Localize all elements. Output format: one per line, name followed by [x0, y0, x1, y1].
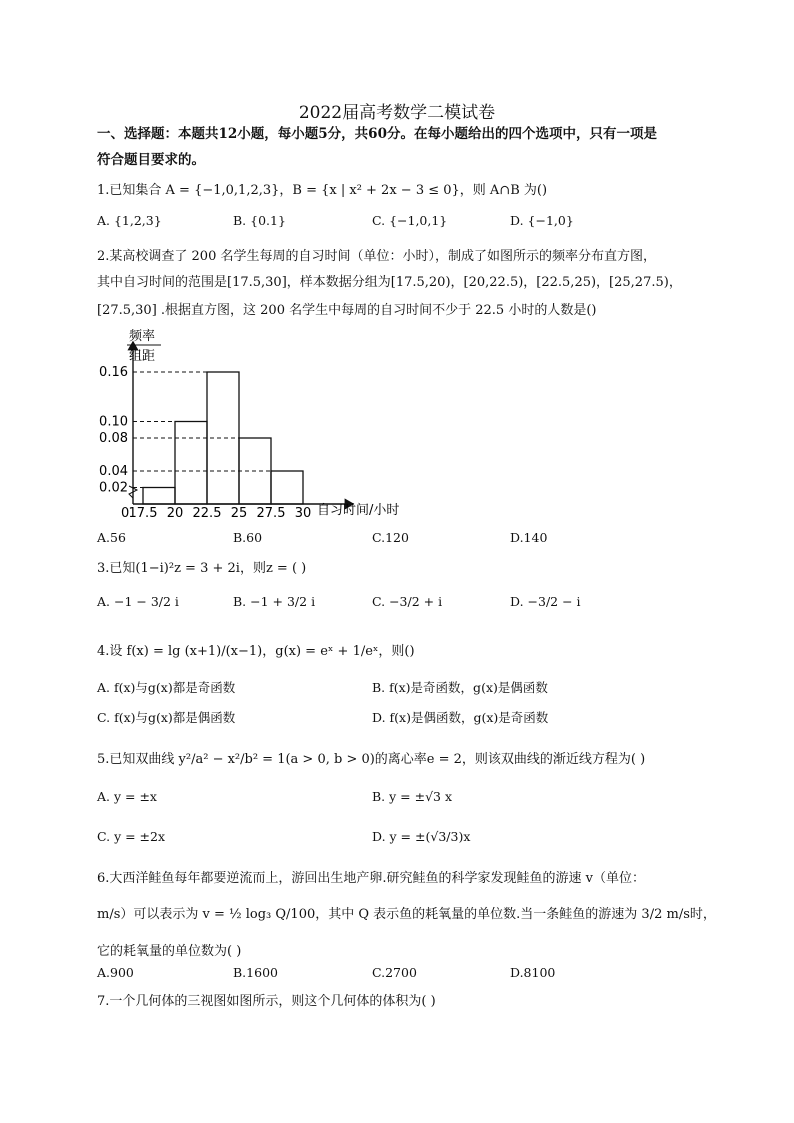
- y-tick-label: 0.16: [99, 365, 128, 380]
- q6-option-b: B.1600: [233, 965, 278, 980]
- x-tick-label: 20: [166, 506, 184, 521]
- q2-option-c: C.120: [372, 530, 409, 545]
- question-1: 1.已知集合 A = {−1,0,1,2,3}，B = {x | x² + 2x − 3 ≤ 0}，则 A∩B 为(): [97, 183, 548, 198]
- q1-option-c: C. {−1,0,1}: [372, 213, 448, 228]
- histogram-bar: [143, 488, 175, 505]
- frequency-histogram: [95, 326, 435, 526]
- q4-option-d: D. f(x)是偶函数，g(x)是奇函数: [372, 710, 549, 725]
- q3-option-d: D. −3/2 − i: [510, 594, 581, 609]
- q2-option-b: B.60: [233, 530, 263, 545]
- y-tick-label: 0.02: [99, 480, 128, 496]
- q6-option-a: A.900: [97, 965, 134, 980]
- section-heading-line2: 符合题目要求的。: [97, 152, 205, 168]
- x-tick-label: 30: [294, 506, 312, 521]
- q2-option-a: A.56: [97, 530, 126, 545]
- q4-option-b: B. f(x)是奇函数，g(x)是偶函数: [372, 680, 548, 695]
- q4-option-a: A. f(x)与g(x)都是奇函数: [97, 680, 236, 695]
- q6-option-d: D.8100: [510, 965, 556, 980]
- q3-option-c: C. −3/2 + i: [372, 594, 443, 609]
- question-6-line3: 它的耗氧量的单位数为( ): [97, 944, 242, 959]
- ylabel-top: 频率: [129, 329, 156, 344]
- q4-option-c: C. f(x)与g(x)都是偶函数: [97, 710, 236, 725]
- y-tick-label: 0.04: [99, 464, 128, 479]
- y-tick-label: 0.08: [99, 431, 128, 446]
- page-title: 2022届高考数学二模试卷: [298, 103, 496, 123]
- question-3: 3.已知(1−i)²z = 3 + 2i，则z = ( ): [97, 561, 307, 576]
- question-2-line2: 其中自习时间的范围是[17.5,30]，样本数据分组为[17.5,20)，[20,22.5)，[22.5,25)，[25,27.5)，: [97, 275, 682, 290]
- question-2-line3: [27.5,30] .根据直方图，这 200 名学生中每周的自习时间不少于 22.5 小时的人数是(): [97, 303, 597, 318]
- y-tick-label: 0.10: [99, 414, 128, 430]
- question-2-line1: 2.某高校调查了 200 名学生每周的自习时间（单位：小时），制成了如图所示的频率分布直方图，: [97, 249, 656, 264]
- q5-option-a: A. y = ±x: [97, 789, 157, 804]
- x-tick-label: 22.5: [192, 506, 222, 521]
- q6-option-c: C.2700: [372, 965, 417, 980]
- section-heading-line1: 一、选择题：本题共12小题，每小题5分，共60分。在每小题给出的四个选项中，只有一项是: [97, 126, 657, 142]
- question-6-line2: m/s）可以表示为 v = ½ log₃ Q/100，其中 Q 表示鱼的耗氧量的单位数.当一条鲑鱼的游速为 3/2 m/s时，: [97, 907, 716, 922]
- question-4: 4.设 f(x) = lg (x+1)/(x−1)，g(x) = eˣ + 1/eˣ，则(): [97, 644, 415, 659]
- ylabel-bottom: 组距: [129, 349, 156, 364]
- q5-option-c: C. y = ±2x: [97, 829, 166, 844]
- histogram-bar: [175, 422, 207, 505]
- question-7: 7.一个几何体的三视图如图所示，则这个几何体的体积为( ): [97, 994, 436, 1009]
- q3-option-a: A. −1 − 3/2 i: [97, 594, 179, 609]
- q2-option-d: D.140: [510, 530, 548, 545]
- origin-label: 0: [121, 506, 130, 521]
- x-tick-label: 25: [230, 506, 248, 521]
- x-axis-label: 自习时间/小时: [317, 503, 400, 518]
- x-tick-label: 17.5: [128, 506, 158, 521]
- q1-option-a: A. {1,2,3}: [97, 213, 162, 228]
- q1-option-b: B. {0.1}: [233, 213, 286, 228]
- question-5: 5.已知双曲线 y²/a² − x²/b² = 1(a > 0, b > 0)的离心率e = 2，则该双曲线的渐近线方程为( ): [97, 752, 646, 767]
- q1-option-d: D. {−1,0}: [510, 213, 574, 228]
- x-tick-label: 27.5: [256, 506, 286, 521]
- histogram-bar: [271, 471, 303, 504]
- q5-option-b: B. y = ±√3 x: [372, 789, 453, 804]
- q3-option-b: B. −1 + 3/2 i: [233, 594, 316, 609]
- q5-option-d: D. y = ±(√3/3)x: [372, 829, 471, 844]
- question-6-line1: 6.大西洋鲑鱼每年都要逆流而上，游回出生地产卵.研究鲑鱼的科学家发现鲑鱼的游速 v（单位：: [97, 871, 646, 886]
